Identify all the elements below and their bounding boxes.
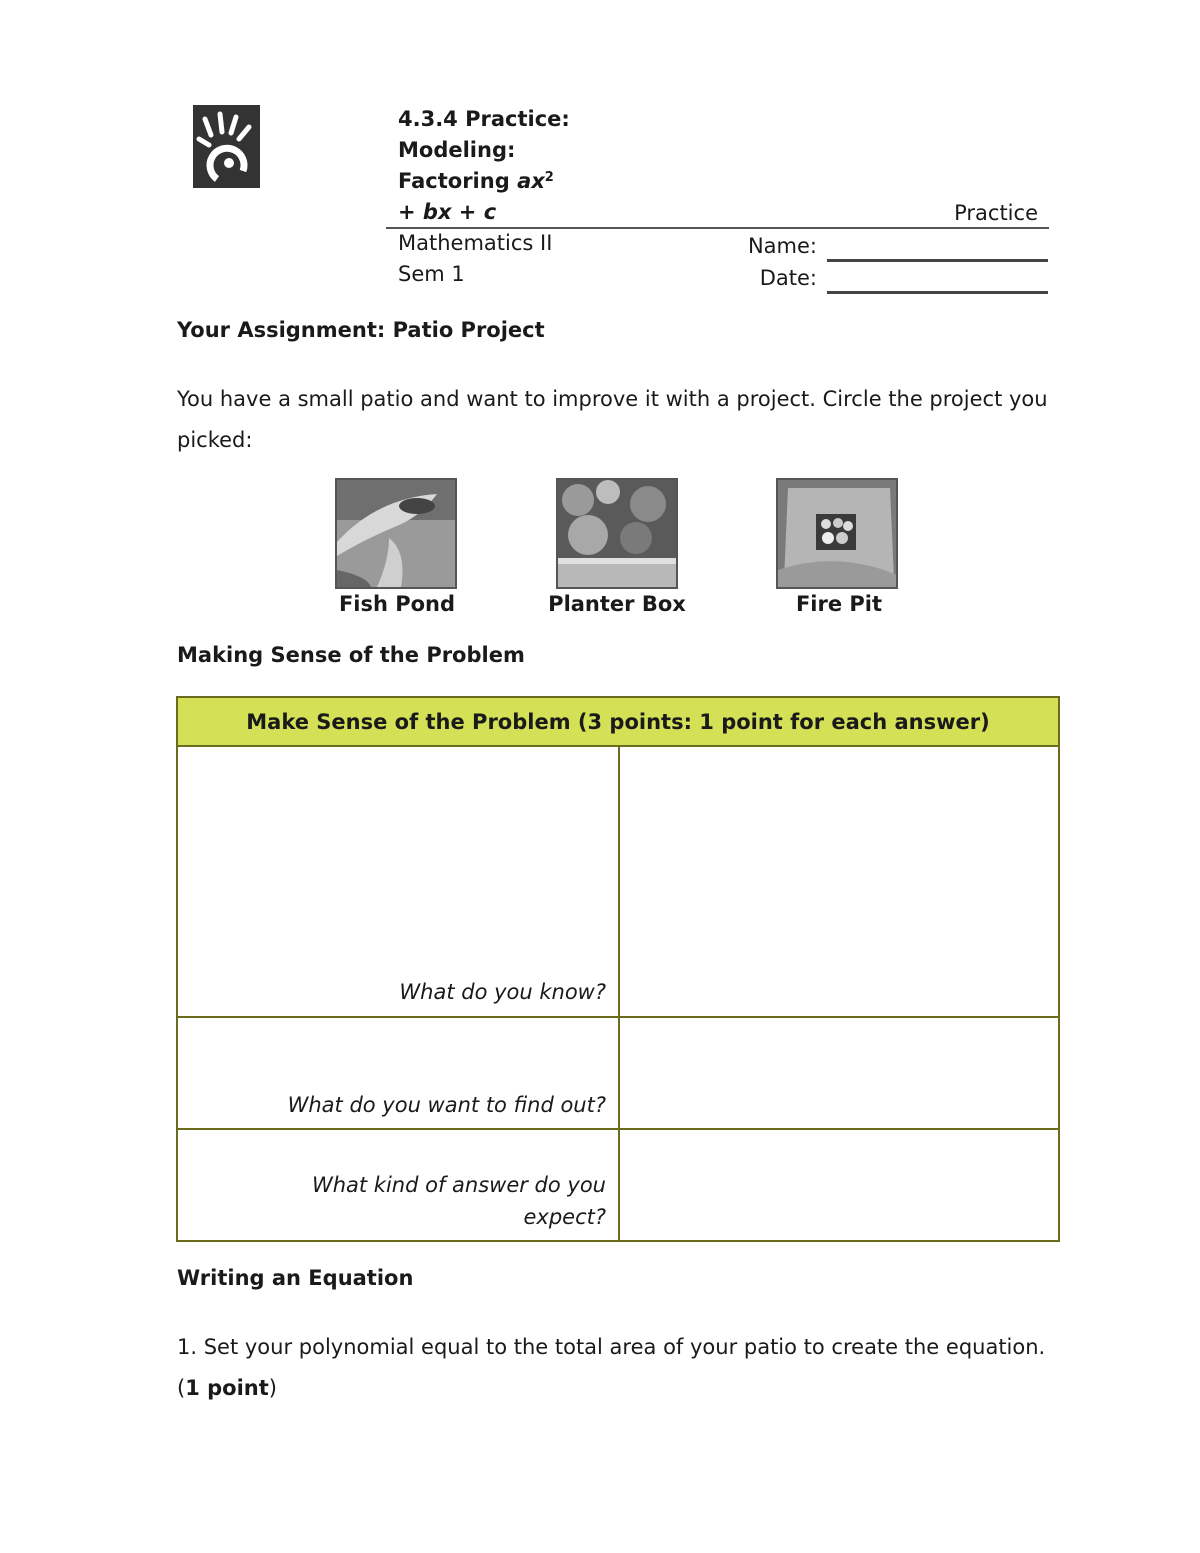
- answer-cell-expect[interactable]: [620, 1130, 1058, 1240]
- question-1-points: 1 point: [185, 1376, 269, 1400]
- worksheet-title-line-4: [398, 197, 496, 228]
- title-exponent: 2: [544, 170, 554, 185]
- question-answer-expect: What kind of answer do you expect?: [311, 1173, 606, 1229]
- name-label: Name:: [747, 234, 817, 258]
- planter-box-image[interactable]: [556, 478, 678, 589]
- make-sense-table: [176, 696, 1060, 1242]
- fish-pond-image[interactable]: [335, 478, 457, 589]
- assignment-intro: You have a small patio and want to improve it with a project. Circle the project you picked:: [177, 387, 1048, 452]
- school-logo-icon: [193, 105, 260, 188]
- fire-pit-image[interactable]: [776, 478, 898, 589]
- worksheet-title-line-2: Modeling:: [398, 138, 516, 162]
- question-1-text: 1. Set your polynomial equal to the total area of your patio to create the equation. (: [177, 1335, 1046, 1400]
- making-sense-heading: Making Sense of the Problem: [177, 643, 525, 667]
- answer-cell-find-out[interactable]: [620, 1018, 1058, 1128]
- title-factoring-word: Factoring: [398, 169, 518, 193]
- fish-pond-label: Fish Pond: [338, 592, 456, 616]
- course-name: Mathematics II: [398, 231, 553, 255]
- equation-question-1: [177, 1327, 1057, 1409]
- assignment-heading: Your Assignment: Patio Project: [177, 318, 545, 342]
- planter-box-icon: [558, 480, 676, 587]
- title-c-term: c: [483, 200, 497, 224]
- answer-cell-know[interactable]: [620, 747, 1058, 1016]
- make-sense-table-header: Make Sense of the Problem (3 points: 1 point for each answer): [178, 698, 1058, 747]
- title-ax-variable: ax: [517, 169, 545, 193]
- fish-pond-icon: [337, 480, 455, 587]
- title-bx-term: bx: [422, 200, 452, 224]
- date-label: Date:: [759, 266, 817, 290]
- fire-pit-icon: [778, 480, 898, 587]
- writing-equation-heading: Writing an Equation: [177, 1266, 414, 1290]
- semester-label: Sem 1: [398, 262, 465, 286]
- practice-label: Practice: [954, 201, 1038, 225]
- planter-box-label: Planter Box: [548, 592, 686, 616]
- title-plus: +: [451, 200, 484, 224]
- name-field[interactable]: [827, 259, 1048, 262]
- worksheet-title-line-3: [398, 166, 554, 197]
- question-1-close: ): [268, 1376, 277, 1400]
- date-field[interactable]: [827, 291, 1048, 294]
- fire-pit-label: Fire Pit: [795, 592, 883, 616]
- question-what-to-find-out: What do you want to find out?: [287, 1093, 606, 1117]
- title-plus: +: [398, 200, 423, 224]
- worksheet-title-line-1: 4.3.4 Practice:: [398, 107, 570, 131]
- question-what-do-you-know: What do you know?: [399, 980, 606, 1004]
